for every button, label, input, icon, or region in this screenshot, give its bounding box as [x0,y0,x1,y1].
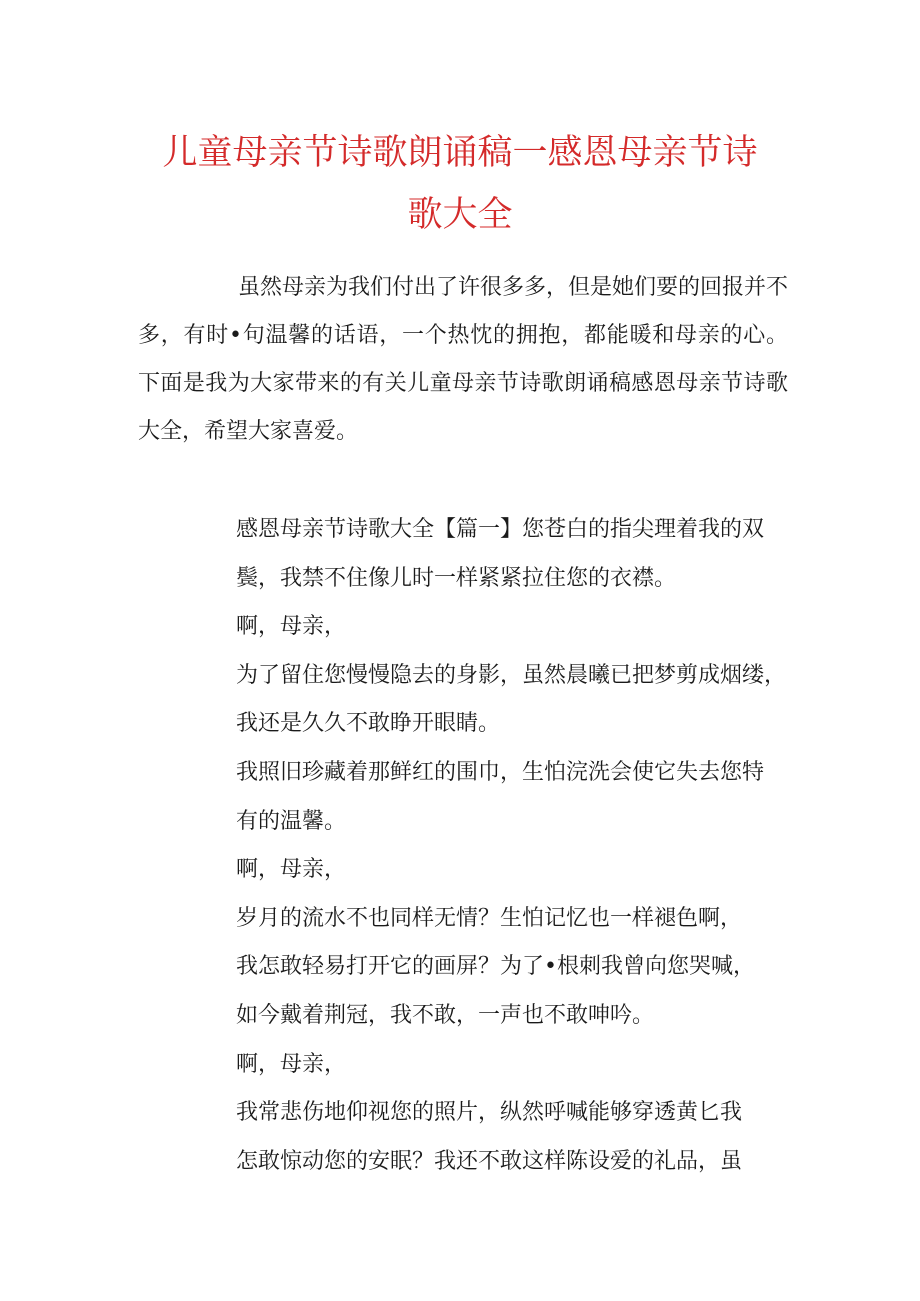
poem-line: 鬓，我禁不住像儿时一样紧紧拉住您的衣襟。 [236,565,677,591]
title-line-1: 儿童母亲节诗歌朗诵稿一感恩母亲节诗 [162,133,758,173]
poem-line: 感恩母亲节诗歌大全【篇一】您苍白的指尖理着我的双 [236,517,765,542]
poem-line: 我怎敢轻易打开它的画屏？为了•根刺我曾向您哭喊， [236,954,755,980]
poem-line: 为了留住您慢慢隐去的身影，虽然晨曦已把梦剪成烟缕， [236,662,787,688]
poem-line: 怎敢惊动您的安眠？我还不敢这样陈设爱的礼品，虽 [236,1148,743,1174]
poem-line: 有的温馨。 [236,808,347,834]
poem-line: 啊，母亲， [236,1051,347,1077]
poem-line: 啊，母亲， [236,614,347,640]
poem-line: 我还是久久不敢睁开眼睛。 [236,711,501,737]
title-line-2: 歌大全 [407,195,513,235]
poem-line: 我常悲伤地仰视您的照片，纵然呼喊能够穿透黄匕我 [236,1100,743,1126]
poem-line: 如今戴着荆冠，我不敢，一声也不敢呻吟。 [236,1002,655,1028]
poem-line: 啊，母亲， [236,857,347,883]
poem-body [236,506,796,1186]
document-title [120,122,800,246]
intro-paragraph: 虽然母亲为我们付出了许很多多，但是她们要的回报并不多，有时•句温馨的话语，一个热忱的拥抱，都能暖和母亲的心。下面是我为大家带来的有关儿童母亲节诗歌朗诵稿感恩母亲节诗歌大全，希望大家喜爱。 [138,275,789,444]
poem-line: 岁月的流水不也同样无情？生怕记忆也一样褪色啊， [236,905,743,931]
poem-line: 我照旧珍藏着那鲜红的围巾，生怕浣洗会使它失去您特 [236,759,765,785]
